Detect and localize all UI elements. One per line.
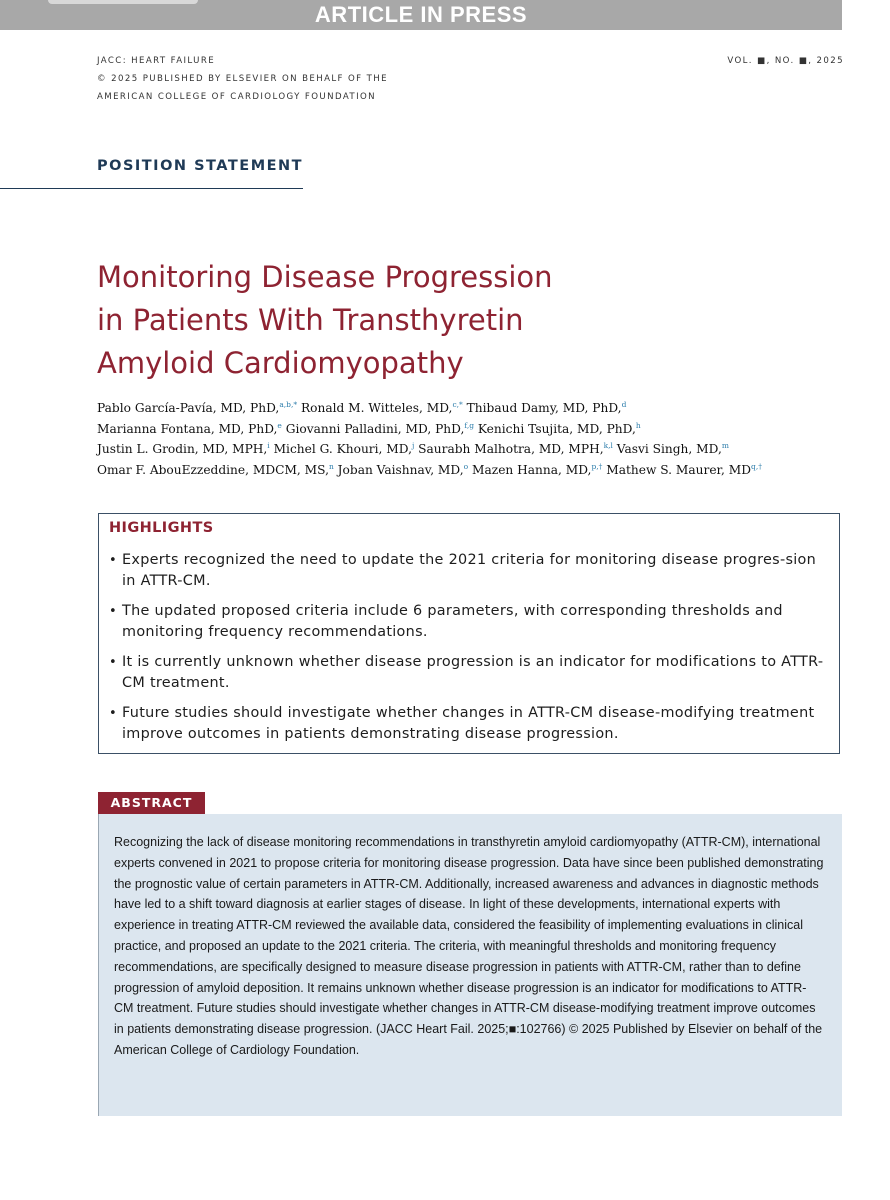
author-affiliation[interactable]: f,g xyxy=(464,420,475,430)
journal-header xyxy=(97,52,388,106)
author-name[interactable]: Ronald M. Witteles, MD, xyxy=(300,401,453,415)
title-line-2: in Patients With Transthyretin xyxy=(97,303,524,337)
author-line-3 xyxy=(97,439,857,460)
journal-name: JACC: HEART FAILURE xyxy=(97,56,216,66)
author-name[interactable]: Kenichi Tsujita, MD, PhD, xyxy=(477,421,636,436)
banner-notch xyxy=(48,0,198,4)
volume-info: VOL. ■, NO. ■, 2025 xyxy=(727,56,844,66)
highlight-item xyxy=(109,703,831,745)
author-affiliation[interactable]: e xyxy=(277,420,282,430)
author-affiliation[interactable]: h xyxy=(635,420,641,430)
highlight-item xyxy=(109,652,831,694)
author-affiliation[interactable]: c,* xyxy=(452,400,463,409)
author-affiliation[interactable]: k,l xyxy=(603,441,613,450)
abstract-label: ABSTRACT xyxy=(98,792,205,814)
bullet-icon: • xyxy=(109,604,117,619)
article-in-press-banner xyxy=(0,0,842,30)
author-affiliation[interactable]: j xyxy=(411,441,415,450)
copyright-line-2: AMERICAN COLLEGE OF CARDIOLOGY FOUNDATION xyxy=(97,92,377,102)
highlight-text: Future studies should investigate whether changes in ATTR-CM disease-modifying treatment improve outcomes in patients demonstrating disease progression. xyxy=(122,705,815,742)
bullet-icon: • xyxy=(109,655,117,670)
author-name[interactable]: Giovanni Palladini, MD, PhD, xyxy=(285,421,465,436)
highlights-list xyxy=(109,550,831,754)
author-affiliation[interactable]: i xyxy=(267,441,270,450)
author-affiliation[interactable]: d xyxy=(621,400,627,409)
author-line-2 xyxy=(97,419,857,440)
title-line-1: Monitoring Disease Progression xyxy=(97,260,553,294)
highlights-box xyxy=(98,513,840,754)
author-affiliation[interactable]: q,† xyxy=(751,461,762,471)
author-name[interactable]: Thibaud Damy, MD, PhD, xyxy=(466,401,622,415)
highlights-title: HIGHLIGHTS xyxy=(109,520,214,536)
author-name[interactable]: Justin L. Grodin, MD, MPH, xyxy=(97,442,268,456)
bullet-icon: • xyxy=(109,553,117,568)
author-affiliation[interactable]: o xyxy=(463,461,469,471)
author-affiliation[interactable]: a,b,* xyxy=(279,400,298,409)
author-list xyxy=(97,398,857,480)
banner-text: ARTICLE IN PRESS xyxy=(314,2,528,27)
author-line-1 xyxy=(97,398,857,419)
abstract-text: Recognizing the lack of disease monitoring recommendations in transthyretin amyloid cardiomyopathy (ATTR-CM), international experts convened in 2021 to propose criteria for monitoring disease progression. Data have since been published demonstrating the prognostic value of certain parameters in ATTR-CM. Additionally, increased awareness and advances in diagnostic methods have led to a shift toward diagnosis at earlier stages of disease. In light of these developments, international experts with experience in treating ATTR-CM reviewed the available data, considered the feasibility of implementing evaluations in clinical practice, and proposed an update to the 2021 criteria. The criteria, with meaningful thresholds and monitoring frequency recommendations, are specifically designed to measure disease progression in patients with ATTR-CM, rather than to define progression of amyloid deposition. It remains unknown whether disease progression is an indicator for modifications to ATTR-CM treatment. Future studies should investigate whether changes in ATTR-CM disease-modifying treatment improve outcomes in patients demonstrating disease progression. (JACC Heart Fail. 2025;■:102766) © 2025 Published by Elsevier on behalf of the American College of Cardiology Foundation. xyxy=(114,835,824,1057)
author-name[interactable]: Mazen Hanna, MD, xyxy=(472,462,592,477)
author-name[interactable]: Pablo García-Pavía, MD, PhD, xyxy=(97,401,280,415)
author-name[interactable]: Michel G. Khouri, MD, xyxy=(273,442,412,456)
author-affiliation[interactable]: p,† xyxy=(591,461,603,471)
author-name[interactable]: Omar F. AbouEzzeddine, MDCM, MS, xyxy=(97,462,329,477)
author-line-4 xyxy=(97,460,857,481)
section-divider xyxy=(0,188,303,189)
article-title xyxy=(97,256,737,385)
highlight-text: The updated proposed criteria include 6 parameters, with corresponding thresholds and monitoring frequency recommendations. xyxy=(122,603,783,640)
bullet-icon: • xyxy=(109,706,117,721)
author-affiliation[interactable]: n xyxy=(328,461,334,471)
highlight-text: It is currently unknown whether disease progression is an indicator for modifications to ATTR-CM treatment. xyxy=(122,654,824,691)
author-name[interactable]: Mathew S. Maurer, MD xyxy=(606,462,752,477)
author-name[interactable]: Marianna Fontana, MD, PhD, xyxy=(97,421,278,436)
abstract-box xyxy=(98,814,842,1116)
highlight-item xyxy=(109,550,831,592)
author-name[interactable]: Joban Vaishnav, MD, xyxy=(337,462,464,477)
copyright-line-1: © 2025 PUBLISHED BY ELSEVIER ON BEHALF OF THE xyxy=(97,74,389,84)
highlight-item xyxy=(109,601,831,643)
title-line-3: Amyloid Cardiomyopathy xyxy=(97,346,464,380)
highlight-text: Experts recognized the need to update the 2021 criteria for monitoring disease progres-sion in ATTR-CM. xyxy=(122,552,817,589)
section-label: POSITION STATEMENT xyxy=(97,158,304,174)
author-name[interactable]: Vasvi Singh, MD, xyxy=(616,442,722,456)
author-affiliation[interactable]: m xyxy=(721,441,729,450)
author-name[interactable]: Saurabh Malhotra, MD, MPH, xyxy=(418,442,604,456)
